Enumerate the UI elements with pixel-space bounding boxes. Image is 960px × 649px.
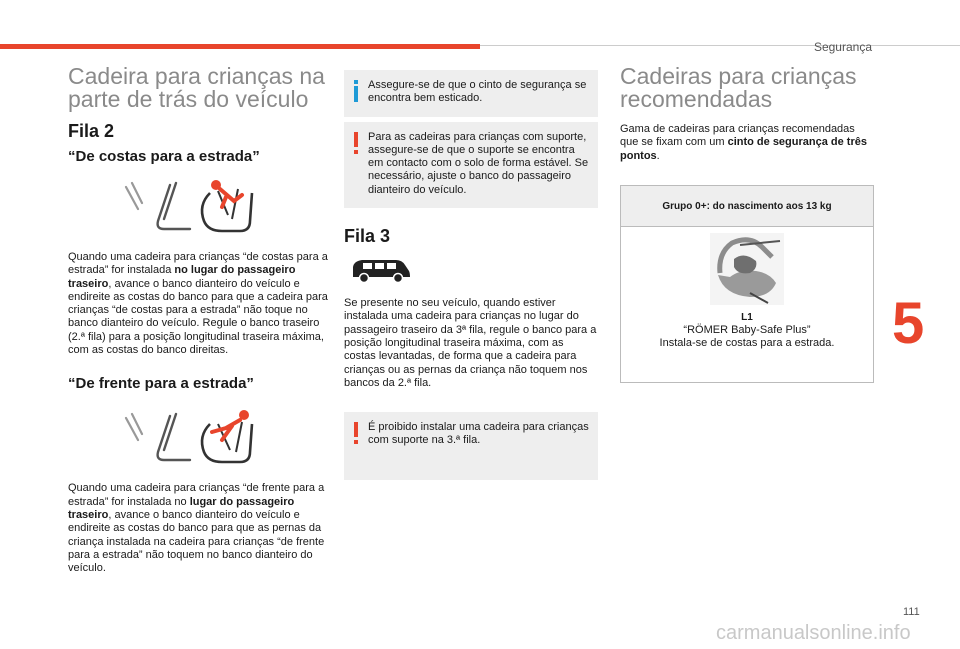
- rear-facing-paragraph: Quando uma cadeira para crianças “de costas para a estrada” for instalada no lugar do passageiro traseiro, avance o banco dianteiro do veículo e endireite as costas do banco para que a cadeira para crianças “de costas para a estrada” não toque no banco dianteiro do veículo. Regule o banco traseiro (2.ª fila) para a posição longitudinal traseira máxima, com as costas do banco direitas.: [68, 251, 328, 357]
- rear-facing-heading: “De costas para a estrada”: [68, 148, 260, 165]
- info-note: Assegure-se de que o cinto de segurança se encontra bem esticado.: [344, 70, 598, 117]
- forward-facing-seat-icon: [118, 406, 258, 468]
- forward-facing-figure: [68, 406, 330, 470]
- row2-heading: Fila 2: [68, 121, 115, 141]
- accent-bar: [0, 44, 480, 49]
- van-icon: [350, 257, 412, 285]
- row3-heading: Fila 3: [344, 226, 391, 247]
- rear-facing-seat-icon: [118, 175, 258, 237]
- right-column: [620, 65, 874, 383]
- section-title: Segurança: [813, 40, 872, 54]
- recommended-seats-table: [620, 185, 874, 383]
- warning-note-row3: É proibido instalar uma cadeira para crianças com suporte na 3.ª fila.: [344, 412, 598, 480]
- page-number: 111: [903, 606, 920, 618]
- middle-column: [344, 70, 598, 480]
- warning-icon: [353, 422, 359, 444]
- baby-seat-photo: [710, 233, 784, 305]
- table-header: Grupo 0+: do nascimento aos 13 kg: [621, 186, 873, 227]
- forward-facing-paragraph: Quando uma cadeira para crianças “de frente para a estrada” for instalada no lugar do passageiro traseiro, avance o banco dianteiro do veículo e endireite as costas do banco para que as pernas da criança instalada na cadeira para crianças “de frente para a estrada” não toquem no banco dianteiro do veículo.: [68, 482, 325, 575]
- van-figure: [350, 257, 598, 285]
- row3-paragraph: Se presente no seu veículo, quando estiver instalada uma cadeira para crianças no lugar do passageiro traseiro da 3ª fila, regule o banco para a posição longitudinal traseira máxima, com as costas levantadas, de forma que a cadeira para crianças ou as pernas da criança não toquem nos bancos da 2.ª fila.: [344, 297, 597, 389]
- chapter-number: 5: [892, 291, 925, 356]
- right-intro: Gama de cadeiras para crianças recomendadas que se fixam com um cinto de segurança de três pontos.: [620, 123, 867, 162]
- warning-note-support: Para as cadeiras para crianças com suporte, assegure-se de que o suporte se encontra em contacto com o solo de forma estável. Se necessário, ajuste o banco do passageiro dianteiro do veículo.: [344, 122, 598, 208]
- seat-code: L1: [741, 311, 753, 323]
- warning-icon: [353, 132, 359, 154]
- rear-facing-figure: [68, 175, 330, 239]
- left-title: Cadeira para crianças na parte de trás do veículo: [68, 63, 325, 112]
- header-rule: [480, 45, 960, 46]
- forward-facing-heading: “De frente para a estrada”: [68, 375, 254, 393]
- watermark: carmanualsonline.info: [716, 622, 911, 644]
- info-icon: [353, 80, 359, 102]
- table-cell: [621, 227, 873, 382]
- seat-description: Instala-se de costas para a estrada.: [659, 336, 835, 349]
- seat-name: “RÖMER Baby-Safe Plus”: [683, 323, 811, 336]
- right-title: Cadeiras para crianças recomendadas: [620, 63, 857, 112]
- left-column: [68, 65, 330, 575]
